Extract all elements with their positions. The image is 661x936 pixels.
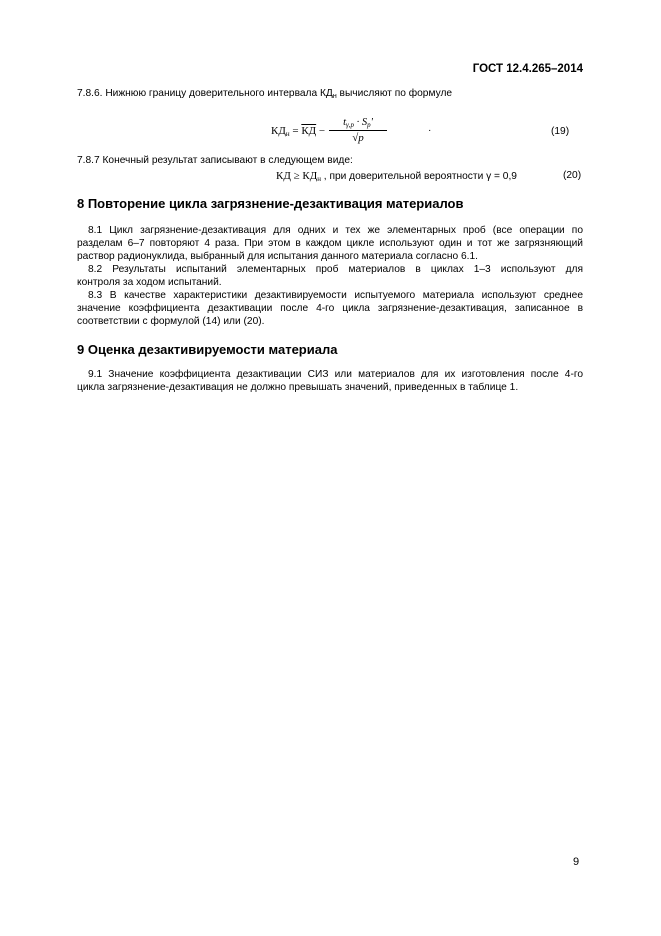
section-9-heading: 9 Оценка дезактивируемости материала — [77, 342, 338, 357]
paragraph-8-2-line1: 8.2 Результаты испытаний элементарных проб материалов в циклах 1–3 используют для — [88, 264, 583, 275]
fraction-denominator: √p — [352, 132, 364, 144]
paragraph-9-1-line1: 9.1 Значение коэффициента дезактивации СИЗ или материалов для их изготовления после 4-го — [88, 369, 583, 380]
equation-number-19: (19) — [551, 126, 570, 137]
paragraph-7-8-7: 7.8.7 Конечный результат записывают в следующем виде: — [77, 155, 353, 166]
formula-19-lhs: $КД_н$ = КД − — [271, 125, 326, 138]
paragraph-8-1-line1: 8.1 Цикл загрязнение-дезактивация для одних и тех же элементарных проб (все операции по — [88, 225, 583, 236]
page-number: 9 — [573, 856, 580, 868]
mean-value: КД — [301, 125, 317, 137]
fraction-bar — [329, 130, 387, 131]
formula-dot: · — [428, 125, 432, 136]
paragraph-8-2-line2: контроля за ходом испытаний. — [77, 277, 222, 288]
paragraph-8-1-line2: разделам 6–7 повторяют 4 раза. При этом в каждом цикле используют один и тот же загрязняющий — [77, 238, 583, 249]
subscript: н — [332, 93, 337, 100]
paragraph-8-1-line3: раствор радионуклида, выбранный для испытания данного материала согласно 6.1. — [77, 251, 478, 262]
paragraph-8-3-line3: соответствии с формулой (14) или (20). — [77, 316, 265, 327]
standard-designation: ГОСТ 12.4.265–2014 — [472, 63, 583, 75]
equation-number-20: (20) — [563, 170, 582, 181]
section-8-heading: 8 Повторение цикла загрязнение-дезактивация материалов — [77, 196, 464, 211]
fraction-numerator: $t_{\gamma,p} \cdot S_p'$ — [343, 117, 373, 129]
formula-19-fraction — [329, 117, 387, 144]
paragraph-8-3-line1: 8.3 В качестве характеристики дезактивируемости испытуемого материала используют среднее — [88, 290, 583, 301]
formula-20: КД ≥ $КД_н$ , при доверительной вероятности γ = 0,9 — [276, 170, 517, 183]
paragraph-tail: вычисляют по формуле — [336, 88, 453, 99]
paragraph-9-1-line2: цикла загрязнение-дезактивация не должно превышать значений, приведенных в таблице 1. — [77, 382, 519, 393]
paragraph-8-3-line2: значение коэффициента дезактивации после 4-го цикла загрязнение-дезактивация, записанное в — [77, 303, 583, 314]
paragraph-7-8-6 — [77, 88, 583, 103]
paragraph-text: 7.8.6. Нижнюю границу доверительного интервала КД — [77, 88, 333, 99]
